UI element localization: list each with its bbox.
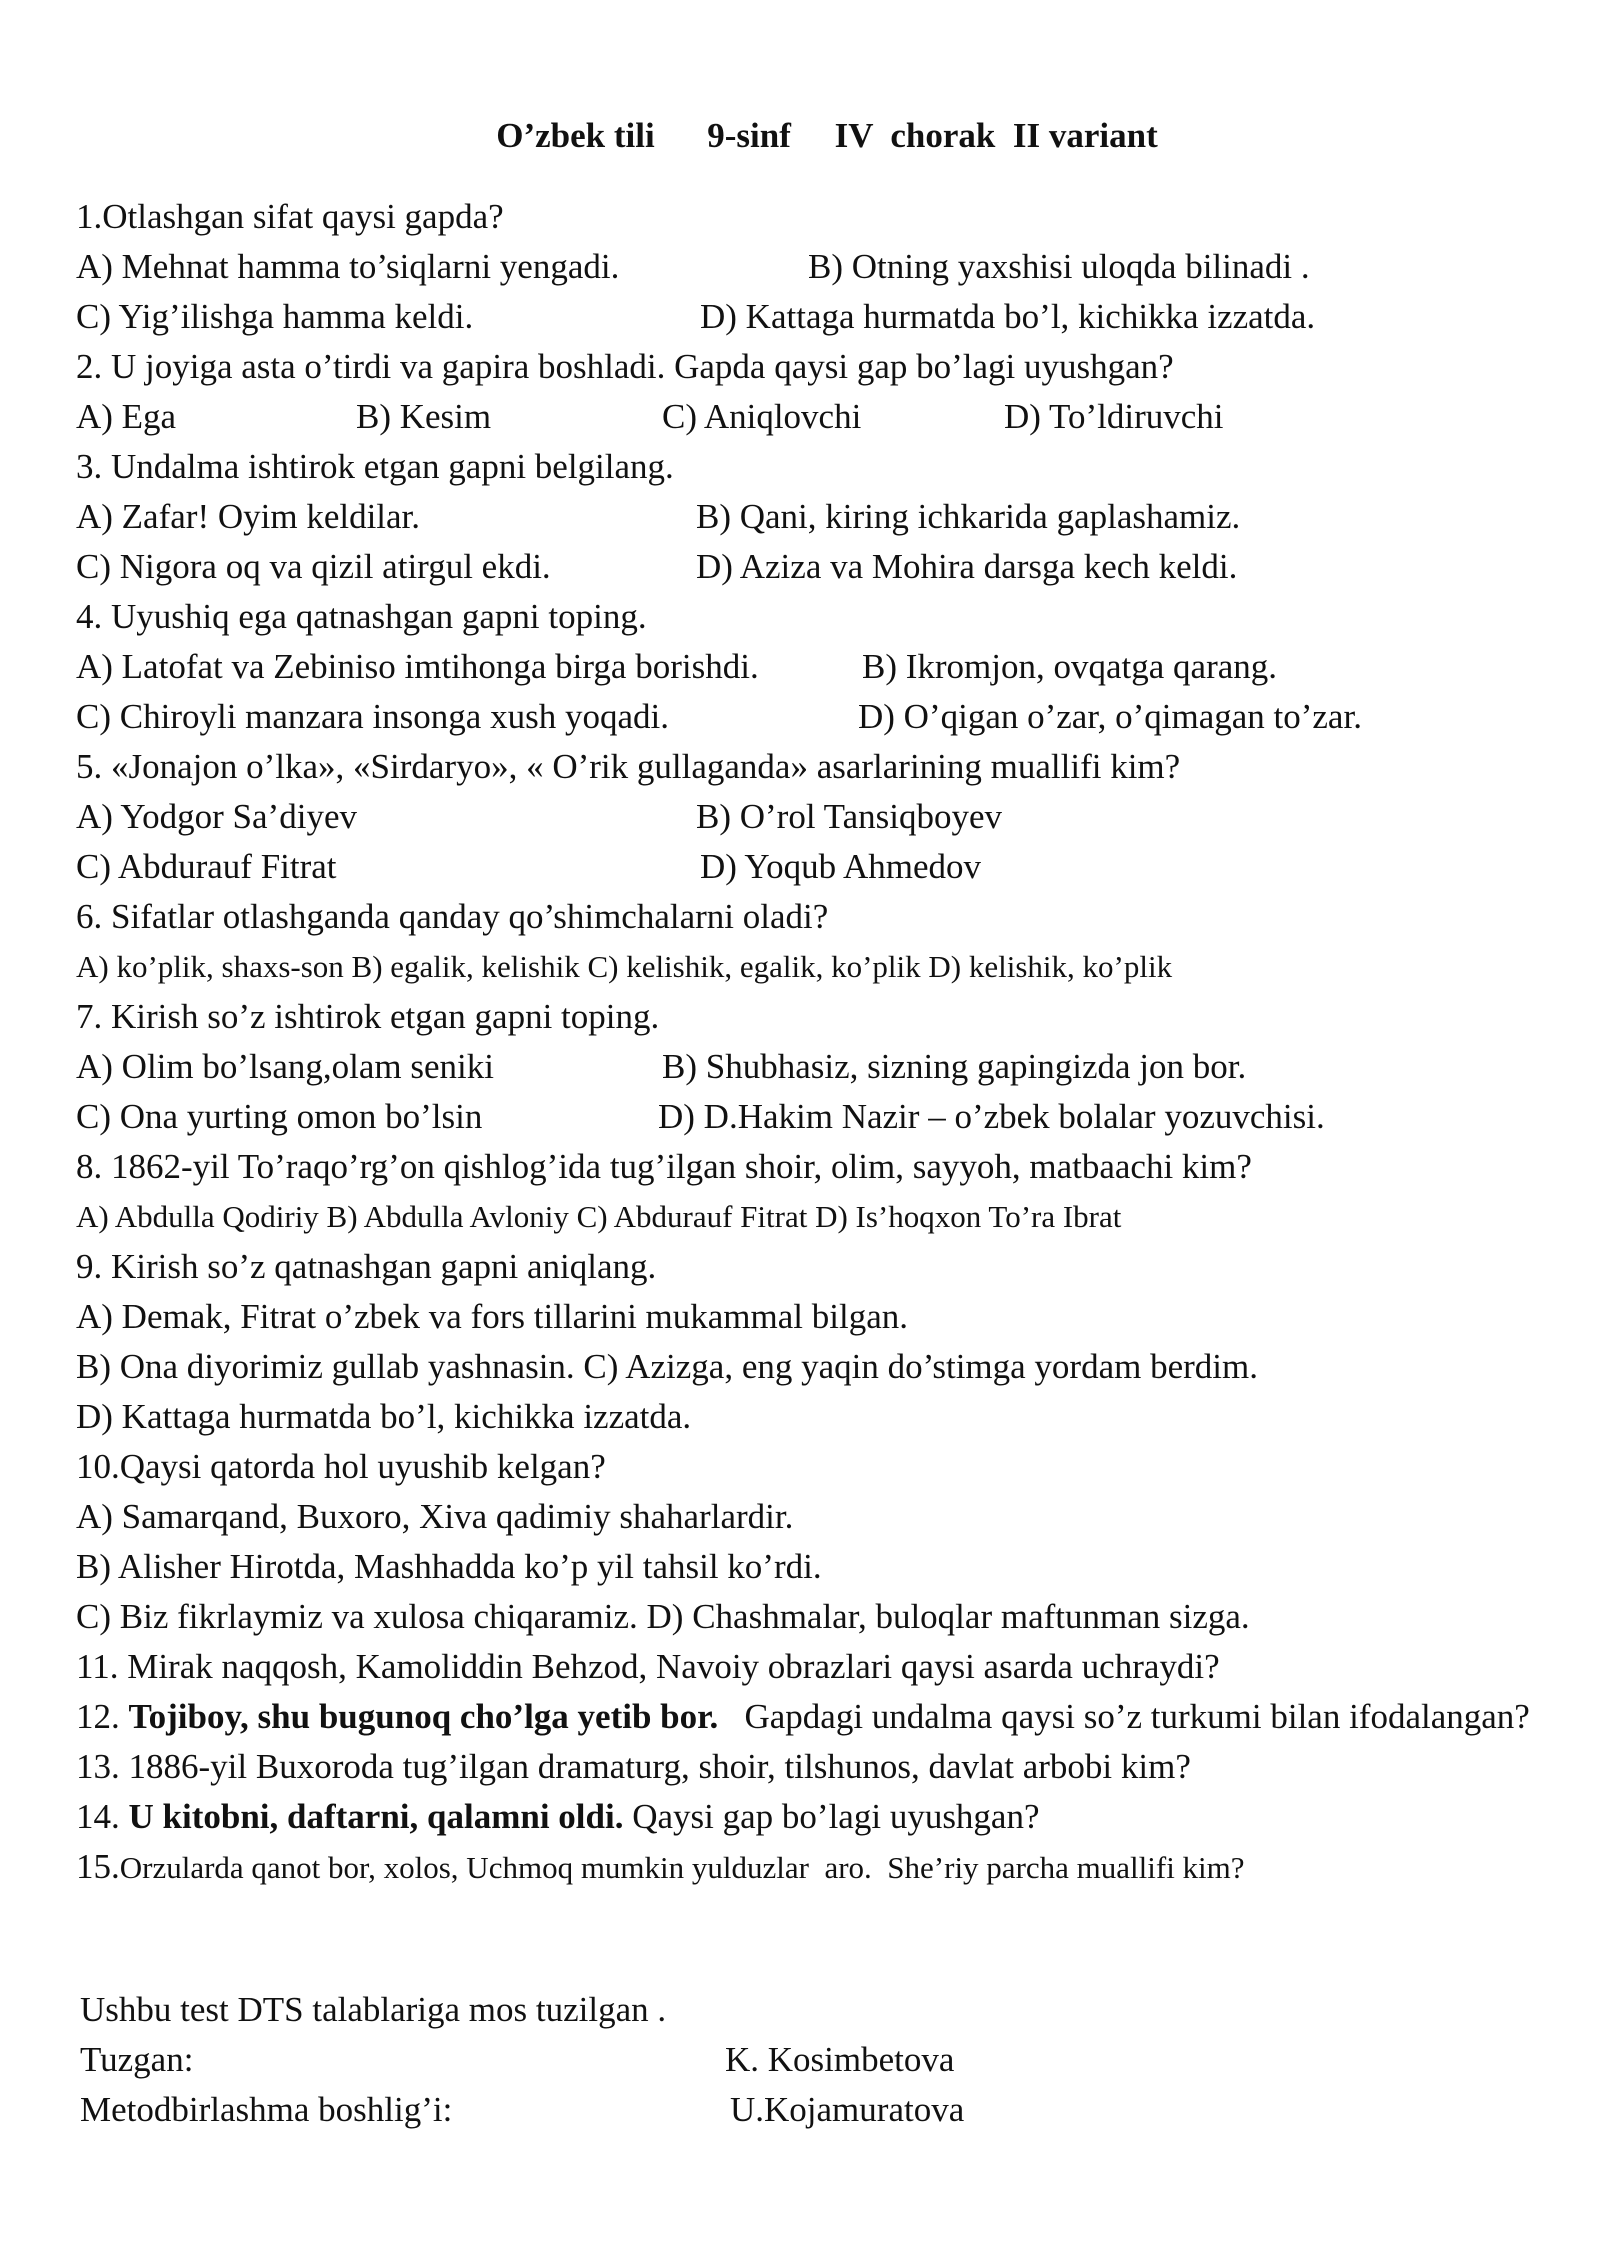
option-d: D) To’ldiruvchi <box>1004 397 1224 436</box>
question-list <box>76 192 1556 1892</box>
question-10-option-b: B) Alisher Hirotda, Mashhadda ko’p yil tahsil ko’rdi. <box>76 1547 822 1586</box>
option-d: D) D.Hakim Nazir – o’zbek bolalar yozuvchisi. <box>658 1097 1325 1136</box>
question-4-options-ab <box>76 642 1556 692</box>
question-14 <box>76 1792 1556 1842</box>
question-9-option-a: A) Demak, Fitrat o’zbek va fors tillarini mukammal bilgan. <box>76 1297 909 1336</box>
question-5-options-cd <box>76 842 1556 892</box>
question-7-options-ab <box>76 1042 1556 1092</box>
question-14-number: 14. <box>76 1797 129 1836</box>
question-5: 5. «Jonajon o’lka», «Sirdaryo», « O’rik gullaganda» asarlarining muallifi kim? <box>76 747 1181 786</box>
footer-author-row <box>80 2035 1480 2085</box>
question-2-options <box>76 392 1556 442</box>
question-9-options-bc: B) Ona diyorimiz gullab yashnasin. C) Azizga, eng yaqin do’stimga yordam berdim. <box>76 1347 1258 1386</box>
question-15-number: 15. <box>76 1847 120 1886</box>
question-12-prompt: Gapdagi undalma qaysi so’z turkumi bilan ifodalangan? <box>718 1697 1530 1736</box>
head-label: Metodbirlashma boshlig’i: <box>80 2090 453 2129</box>
option-b: B) Qani, kiring ichkarida gaplashamiz. <box>696 497 1241 536</box>
option-b: B) Kesim <box>356 397 492 436</box>
option-d: D) Kattaga hurmatda bo’l, kichikka izzatda. <box>700 297 1316 336</box>
head-name: U.Kojamuratova <box>730 2090 965 2129</box>
option-a: A) Olim bo’lsang,olam seniki <box>76 1047 495 1086</box>
question-14-prompt: Qaysi gap bo’lagi uyushgan? <box>623 1797 1040 1836</box>
question-3: 3. Undalma ishtirok etgan gapni belgilang. <box>76 447 674 486</box>
option-c: C) Ona yurting omon bo’lsin <box>76 1097 483 1136</box>
footer-head-row <box>80 2085 1480 2135</box>
question-9: 9. Kirish so’z qatnashgan gapni aniqlang. <box>76 1247 657 1286</box>
option-a: A) Yodgor Sa’diyev <box>76 797 357 836</box>
option-b: B) Shubhasiz, sizning gapingizda jon bor. <box>662 1047 1247 1086</box>
question-3-options-ab <box>76 492 1556 542</box>
question-14-sentence: U kitobni, daftarni, qalamni oldi. <box>128 1797 624 1836</box>
option-c: C) Aniqlovchi <box>662 397 862 436</box>
option-c: C) Chiroyli manzara insonga xush yoqadi. <box>76 697 669 736</box>
option-c: C) Abdurauf Fitrat <box>76 847 337 886</box>
question-9-option-d: D) Kattaga hurmatda bo’l, kichikka izzatda. <box>76 1397 692 1436</box>
question-6-options: A) ko’plik, shaxs-son B) egalik, kelishik C) kelishik, egalik, ko’plik D) kelishik, ko’plik <box>76 949 1173 984</box>
option-b: B) Ikromjon, ovqatga qarang. <box>862 647 1278 686</box>
question-4: 4. Uyushiq ega qatnashgan gapni toping. <box>76 597 647 636</box>
question-12-number: 12. <box>76 1697 129 1736</box>
question-1: 1.Otlashgan sifat qaysi gapda? <box>76 197 504 236</box>
option-a: A) Zafar! Oyim keldilar. <box>76 497 421 536</box>
question-8: 8. 1862-yil To’raqo’rg’on qishlog’ida tug’ilgan shoir, olim, sayyoh, matbaachi kim? <box>76 1147 1252 1186</box>
option-d: D) Aziza va Mohira darsga kech keldi. <box>696 547 1238 586</box>
question-10: 10.Qaysi qatorda hol uyushib kelgan? <box>76 1447 606 1486</box>
option-b: B) O’rol Tansiqboyev <box>696 797 1003 836</box>
question-10-option-a: A) Samarqand, Buxoro, Xiva qadimiy shaharlardir. <box>76 1497 794 1536</box>
option-a: A) Latofat va Zebiniso imtihonga birga borishdi. <box>76 647 759 686</box>
question-7-options-cd <box>76 1092 1556 1142</box>
question-10-options-cd: C) Biz fikrlaymiz va xulosa chiqaramiz. D) Chashmalar, buloqlar maftunman sizga. <box>76 1597 1250 1636</box>
footer-note: Ushbu test DTS talablariga mos tuzilgan . <box>80 1990 667 2029</box>
question-15 <box>76 1842 1556 1892</box>
page-title: O’zbek tili 9-sinf IV chorak II variant <box>496 116 1158 155</box>
question-1-options-cd <box>76 292 1556 342</box>
question-5-options-ab <box>76 792 1556 842</box>
question-13: 13. 1886-yil Buxoroda tug’ilgan dramaturg, shoir, tilshunos, davlat arbobi kim? <box>76 1747 1191 1786</box>
option-b: B) Otning yaxshisi uloqda bilinadi . <box>808 247 1310 286</box>
option-c: C) Yig’ilishga hamma keldi. <box>76 297 474 336</box>
author-name: K. Kosimbetova <box>725 2040 955 2079</box>
option-d: D) Yoqub Ahmedov <box>700 847 982 886</box>
question-6: 6. Sifatlar otlashganda qanday qo’shimchalarni oladi? <box>76 897 829 936</box>
question-12-sentence: Tojiboy, shu bugunoq cho’lga yetib bor. <box>128 1697 719 1736</box>
option-c: C) Nigora oq va qizil atirgul ekdi. <box>76 547 551 586</box>
author-label: Tuzgan: <box>80 2040 194 2079</box>
footer <box>80 1985 1480 2135</box>
option-a: A) Ega <box>76 397 177 436</box>
question-12 <box>76 1692 1556 1742</box>
question-7: 7. Kirish so’z ishtirok etgan gapni toping. <box>76 997 660 1036</box>
question-4-options-cd <box>76 692 1556 742</box>
question-15-text: Orzularda qanot bor, xolos, Uchmoq mumkin yulduzlar aro. She’riy parcha muallifi kim? <box>119 1850 1245 1885</box>
question-11: 11. Mirak naqqosh, Kamoliddin Behzod, Navoiy obrazlari qaysi asarda uchraydi? <box>76 1647 1220 1686</box>
option-d: D) O’qigan o’zar, o’qimagan to’zar. <box>858 697 1362 736</box>
question-8-options: A) Abdulla Qodiriy B) Abdulla Avloniy C) Abdurauf Fitrat D) Is’hoqxon To’ra Ibrat <box>76 1199 1122 1234</box>
question-3-options-cd <box>76 542 1556 592</box>
option-a: A) Mehnat hamma to’siqlarni yengadi. <box>76 247 620 286</box>
question-2: 2. U joyiga asta o’tirdi va gapira boshladi. Gapda qaysi gap bo’lagi uyushgan? <box>76 347 1174 386</box>
question-1-options-ab <box>76 242 1556 292</box>
